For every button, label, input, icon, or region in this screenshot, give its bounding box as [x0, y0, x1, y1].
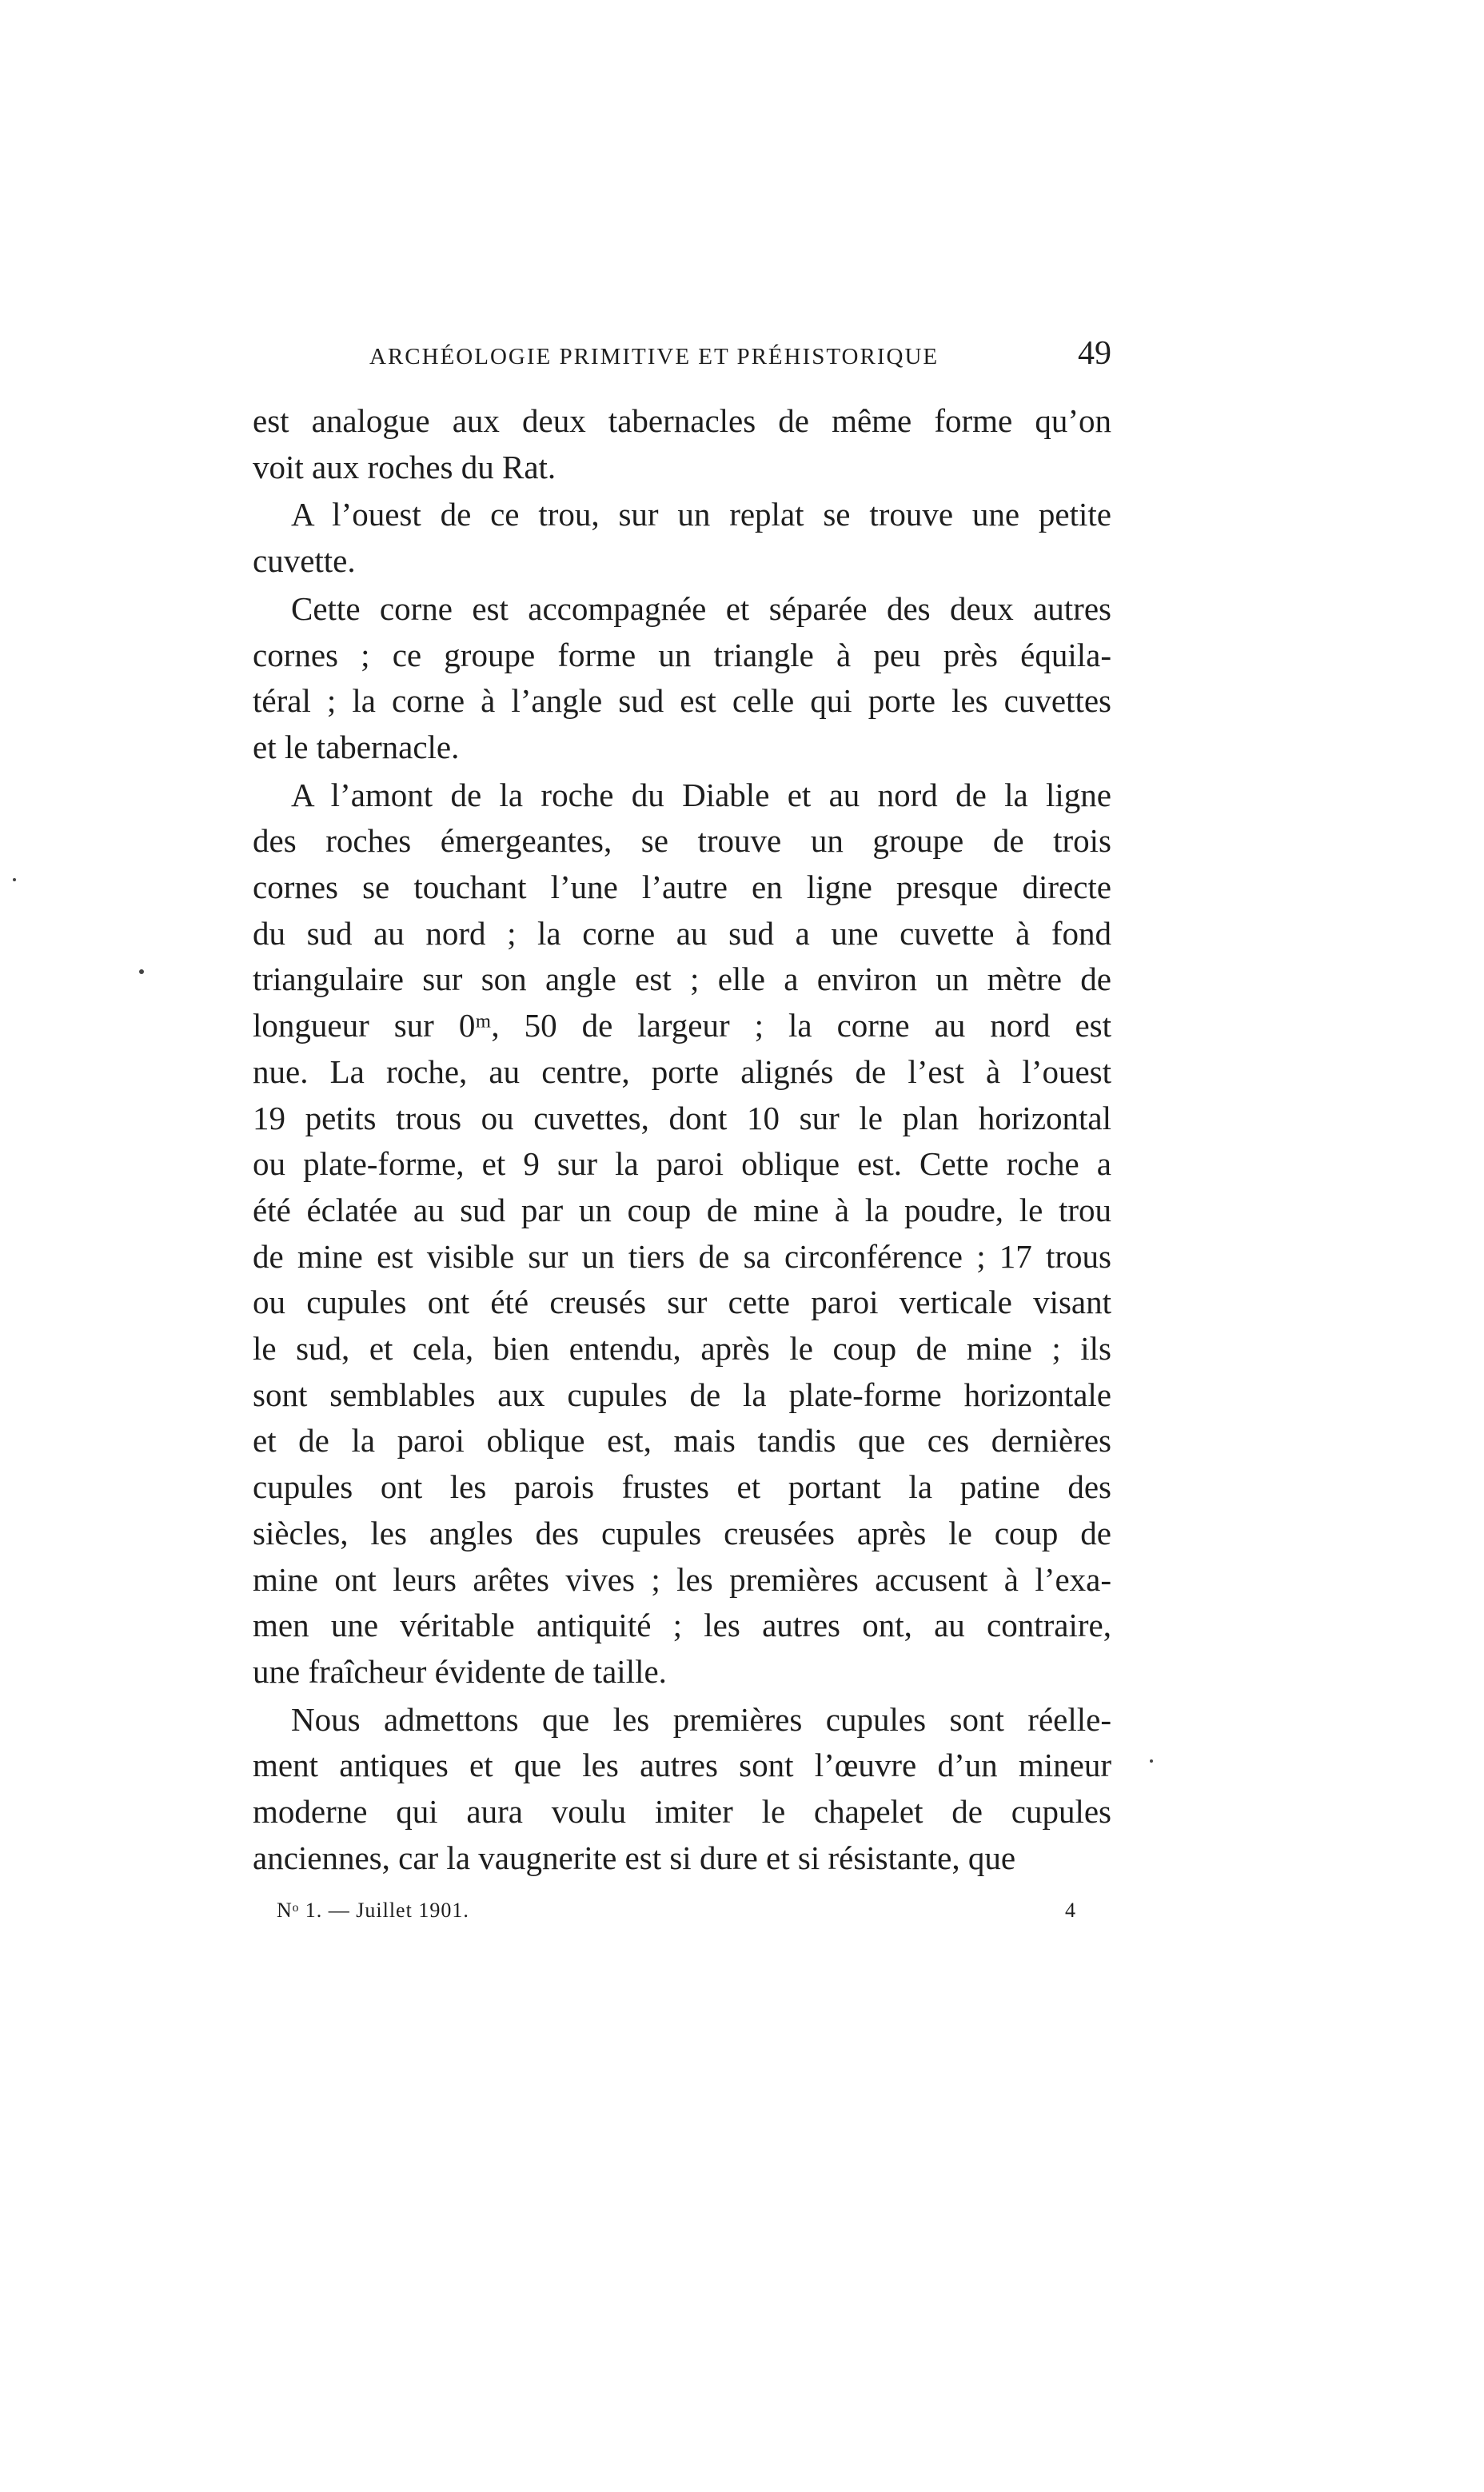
text-line: A l’ouest de ce trou, sur un replat se trouve une petite [291, 496, 1111, 533]
text-line: Cette corne est accompagnée et séparée des deux autres [291, 589, 1111, 627]
paragraph [253, 1697, 1111, 1882]
signature-mark: 4 [1065, 1899, 1076, 1922]
text-line: men une véritable antiquité ; les autres ont, au contraire, [253, 1607, 1111, 1644]
text-line: nue. La roche, au centre, porte alignés de l’est à l’ouest [253, 1052, 1111, 1090]
text-line: A l’amont de la roche du Diable et au nord de la ligne [291, 776, 1111, 813]
text-line: des roches émergeantes, se trouve un groupe de trois [253, 822, 1111, 860]
text-line: est analogue aux deux tabernacles de même forme qu’on [253, 402, 1111, 439]
text-line: et le tabernacle. [253, 728, 460, 765]
page-header [253, 334, 1111, 390]
paragraph [253, 492, 1111, 584]
text-line: mine ont leurs arêtes vives ; les premières accusent à l’exa- [253, 1560, 1111, 1598]
text-line: voit aux roches du Rat. [253, 448, 556, 485]
text-line: sont semblables aux cupules de la plate-forme horizontale [253, 1376, 1111, 1413]
text-line: moderne qui aura voulu imiter le chapelet de cupules [253, 1793, 1111, 1831]
text-line: cornes ; ce groupe forme un triangle à peu près équila- [253, 636, 1111, 673]
paragraph [253, 398, 1111, 490]
scan-speck [139, 969, 144, 974]
text-line: anciennes, car la vaugnerite est si dure et si résistante, que [253, 1839, 1016, 1876]
text-line: Nous admettons que les premières cupules sont réelle- [291, 1700, 1111, 1738]
text-line: cuvette. [253, 542, 356, 580]
body-text [253, 398, 1111, 1883]
running-title: ARCHÉOLOGIE PRIMITIVE ET PRÉHISTORIQUE [369, 344, 939, 369]
text-line: une fraîcheur évidente de taille. [253, 1652, 667, 1690]
text-line: cornes se touchant l’une l’autre en ligne presque directe [253, 869, 1111, 906]
page-footer [277, 1899, 1076, 1931]
scan-speck [13, 878, 16, 881]
text-line: été éclatée au sud par un coup de mine à la poudre, le trou [253, 1191, 1111, 1228]
paragraph [253, 586, 1111, 771]
text-line: triangulaire sur son angle est ; elle a environ un mètre de [253, 960, 1111, 998]
text-line: ou cupules ont été creusés sur cette paroi verticale visant [253, 1284, 1111, 1321]
text-line: 19 petits trous ou cuvettes, dont 10 sur le plan horizontal [253, 1099, 1111, 1136]
text-line: siècles, les angles des cupules creusées après le coup de [253, 1514, 1111, 1552]
paragraph [253, 773, 1111, 1695]
text-line: ment antiques et que les autres sont l’œuvre d’un mineur [253, 1747, 1111, 1784]
text-line: et de la paroi oblique est, mais tandis que ces dernières [253, 1422, 1111, 1460]
text-line: cupules ont les parois frustes et portant la patine des [253, 1468, 1111, 1506]
text-line: du sud au nord ; la corne au sud a une cuvette à fond [253, 914, 1111, 952]
issue-line: Nᵒ 1. — Juillet 1901. [277, 1899, 469, 1922]
text-line: ou plate-forme, et 9 sur la paroi oblique est. Cette roche a [253, 1145, 1111, 1183]
text-line: de mine est visible sur un tiers de sa circonférence ; 17 trous [253, 1237, 1111, 1275]
text-line: longueur sur 0ᵐ, 50 de largeur ; la corne au nord est [253, 1007, 1111, 1044]
scan-speck [1150, 1759, 1153, 1763]
page-number: 49 [1078, 335, 1111, 372]
text-line: téral ; la corne à l’angle sud est celle qui porte les cuvettes [253, 682, 1111, 720]
text-line: le sud, et cela, bien entendu, après le coup de mine ; ils [253, 1330, 1111, 1368]
